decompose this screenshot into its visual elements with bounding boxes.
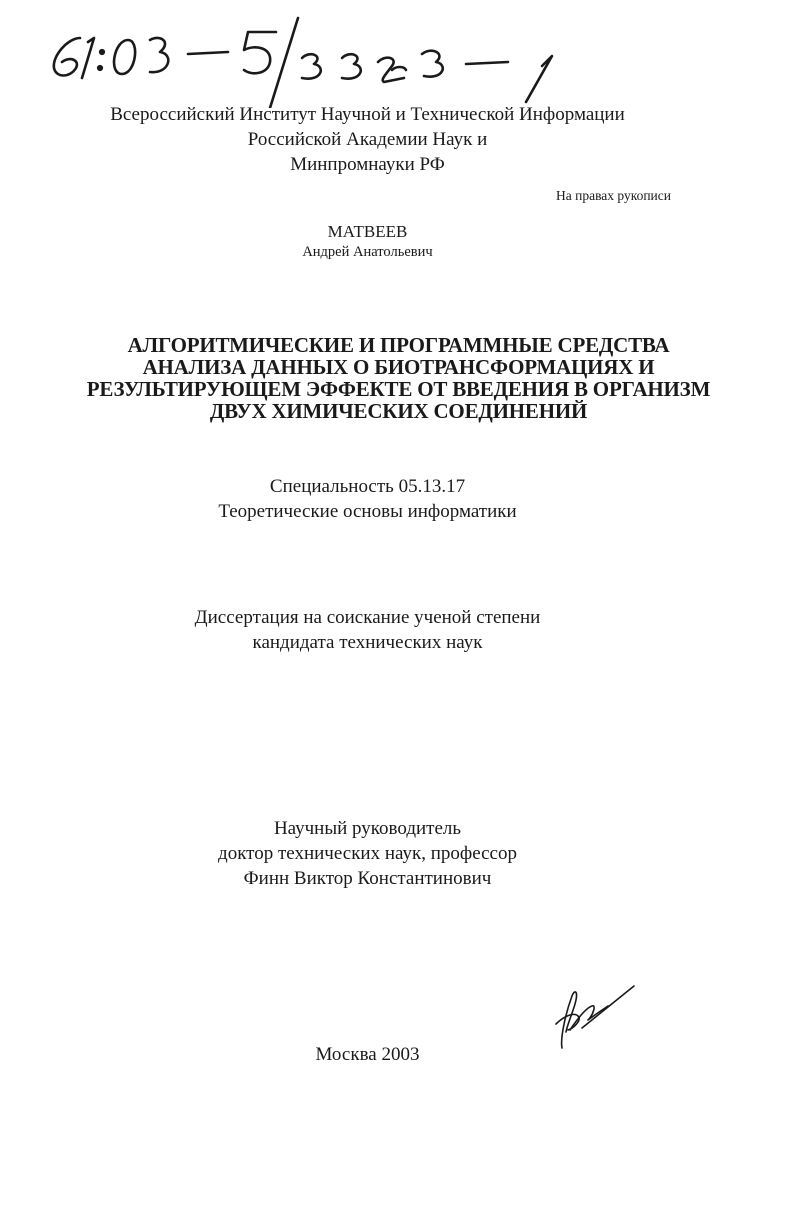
specialty-name: Теоретические основы информатики	[218, 501, 517, 522]
institution-line: Минпромнауки РФ	[290, 154, 445, 175]
degree-line: Диссертация на соискание ученой степени	[194, 607, 541, 628]
title-line: РЕЗУЛЬТИРУЮЩЕМ ЭФФЕКТЕ ОТ ВВЕДЕНИЯ В ОРГАНИЗМ	[86, 377, 711, 401]
author-block	[0, 222, 735, 262]
supervisor-role: Научный руководитель	[273, 818, 462, 839]
handwritten-archive-code	[40, 8, 580, 108]
supervisor-name: Финн Виктор Константинович	[243, 868, 492, 889]
title-line: АНАЛИЗА ДАННЫХ О БИОТРАНСФОРМАЦИЯХ И	[142, 355, 655, 379]
author-names: Андрей Анатольевич	[302, 244, 433, 260]
title-line: ДВУХ ХИМИЧЕСКИХ СОЕДИНЕНИЙ	[209, 399, 588, 423]
institution-line: Всероссийский Институт Научной и Технической Информации	[110, 104, 625, 125]
degree-line: кандидата технических наук	[252, 632, 483, 653]
specialty-block	[0, 474, 735, 524]
institution-block	[0, 102, 735, 177]
author-surname: МАТВЕЕВ	[327, 222, 408, 241]
manuscript-note: На правах рукописи	[555, 188, 671, 203]
city-year: Москва 2003	[315, 1044, 420, 1065]
dissertation-degree-block	[0, 605, 735, 655]
specialty-code: Специальность 05.13.17	[269, 476, 466, 497]
supervisor-degree: доктор технических наук, профессор	[218, 843, 517, 864]
dissertation-title	[0, 334, 797, 422]
title-line: АЛГОРИТМИЧЕСКИЕ И ПРОГРАММНЫЕ СРЕДСТВА	[127, 333, 670, 357]
supervisor-block	[0, 816, 735, 891]
institution-line: Российской Академии Наук и	[247, 129, 488, 150]
